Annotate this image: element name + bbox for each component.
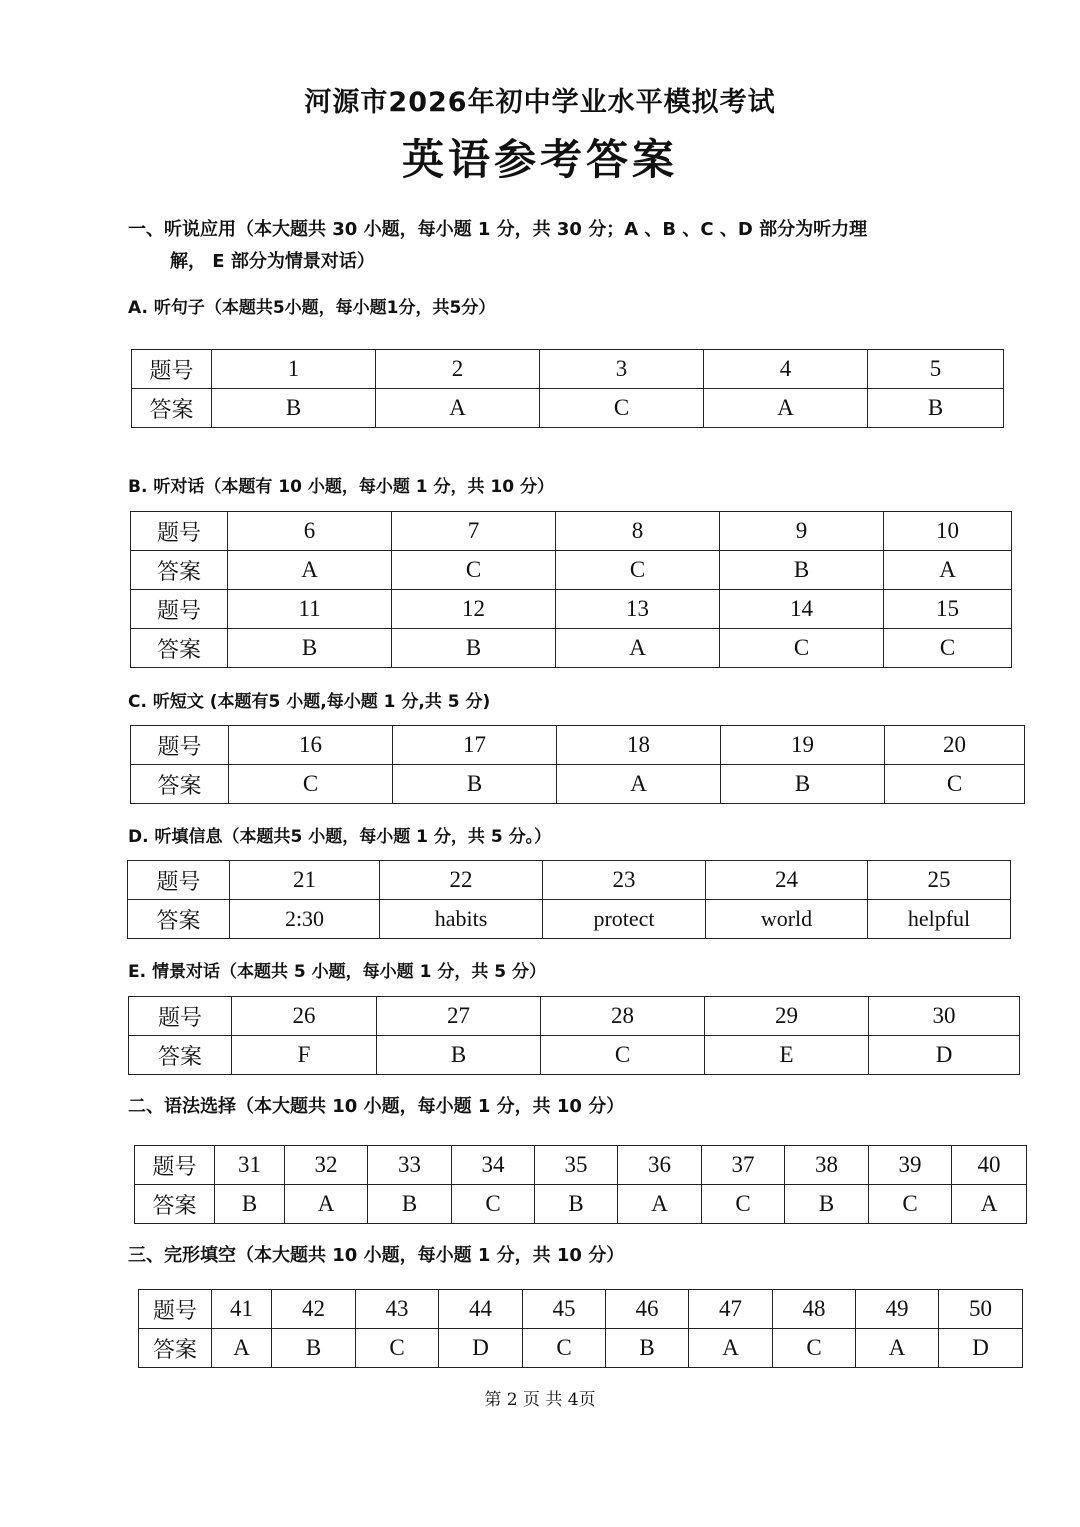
- document-title: 河源市2026年初中学业水平模拟考试: [304, 87, 776, 118]
- question-number-cell: 4: [704, 350, 868, 389]
- answer-table: [130, 725, 1025, 804]
- question-number-cell: 29: [705, 997, 869, 1036]
- question-number-cell: 27: [377, 997, 541, 1036]
- section-e-heading: E. 情景对话（本题共 5 小题，每小题 1 分，共 5 分）: [128, 962, 546, 982]
- answer-row: [129, 1036, 1020, 1075]
- number-row-label: 题号: [131, 590, 228, 629]
- question-number-cell: 25: [868, 861, 1011, 900]
- answer-row: [135, 1185, 1027, 1224]
- answer-cell: B: [535, 1185, 618, 1224]
- answer-cell: A: [618, 1185, 702, 1224]
- answer-cell: C: [556, 551, 720, 590]
- answer-cell: C: [540, 389, 704, 428]
- answer-cell: helpful: [868, 900, 1011, 939]
- answer-cell: C: [229, 765, 393, 804]
- question-number-cell: 19: [721, 726, 885, 765]
- question-number-cell: 11: [228, 590, 392, 629]
- answer-cell: B: [272, 1329, 356, 1368]
- answer-cell: A: [228, 551, 392, 590]
- answer-cell: B: [215, 1185, 285, 1224]
- number-row: [131, 590, 1012, 629]
- answer-cell: C: [720, 629, 884, 668]
- answer-cell: A: [557, 765, 721, 804]
- answer-cell: C: [541, 1036, 705, 1075]
- section-d-heading: D. 听填信息（本题共5 小题，每小题 1 分，共 5 分。）: [128, 827, 552, 847]
- question-number-cell: 30: [869, 997, 1020, 1036]
- answer-cell: B: [785, 1185, 869, 1224]
- question-number-cell: 35: [535, 1146, 618, 1185]
- answer-row-label: 答案: [139, 1329, 212, 1368]
- number-row-label: 题号: [135, 1146, 215, 1185]
- number-row: [139, 1290, 1023, 1329]
- answer-cell: C: [869, 1185, 952, 1224]
- question-number-cell: 46: [606, 1290, 689, 1329]
- section-a-heading: A. 听句子（本题共5小题，每小题1分，共5分）: [128, 298, 496, 318]
- question-number-cell: 26: [232, 997, 377, 1036]
- answer-cell: A: [952, 1185, 1027, 1224]
- answer-row-label: 答案: [131, 765, 229, 804]
- question-number-cell: 24: [706, 861, 868, 900]
- question-number-cell: 33: [368, 1146, 452, 1185]
- answer-cell: F: [232, 1036, 377, 1075]
- answer-cell: B: [212, 389, 376, 428]
- question-number-cell: 45: [523, 1290, 606, 1329]
- question-number-cell: 17: [393, 726, 557, 765]
- answer-cell: B: [228, 629, 392, 668]
- answer-cell: B: [868, 389, 1004, 428]
- answer-row-label: 答案: [131, 629, 228, 668]
- answer-cell: A: [689, 1329, 773, 1368]
- question-number-cell: 28: [541, 997, 705, 1036]
- answer-row-label: 答案: [131, 551, 228, 590]
- document-subtitle: 英语参考答案: [401, 135, 678, 184]
- answer-table: [134, 1145, 1027, 1224]
- answer-cell: B: [377, 1036, 541, 1075]
- question-number-cell: 38: [785, 1146, 869, 1185]
- question-number-cell: 7: [392, 512, 556, 551]
- answer-cell: B: [606, 1329, 689, 1368]
- answer-cell: A: [884, 551, 1012, 590]
- number-row: [128, 861, 1011, 900]
- answer-row: [131, 765, 1025, 804]
- answer-cell: A: [556, 629, 720, 668]
- question-number-cell: 20: [885, 726, 1025, 765]
- answer-cell: B: [392, 629, 556, 668]
- answer-row: [139, 1329, 1023, 1368]
- answer-row-label: 答案: [129, 1036, 232, 1075]
- question-number-cell: 13: [556, 590, 720, 629]
- part1-heading-cont: 解， E 部分为情景对话）: [170, 251, 375, 272]
- question-number-cell: 9: [720, 512, 884, 551]
- answer-row: [131, 551, 1012, 590]
- question-number-cell: 49: [856, 1290, 939, 1329]
- answer-table: [130, 511, 1012, 668]
- question-number-cell: 48: [773, 1290, 856, 1329]
- answer-row-label: 答案: [128, 900, 230, 939]
- question-number-cell: 36: [618, 1146, 702, 1185]
- question-number-cell: 22: [380, 861, 543, 900]
- cloze-heading: 三、完形填空（本大题共 10 小题，每小题 1 分，共 10 分）: [128, 1245, 625, 1266]
- answer-cell: C: [392, 551, 556, 590]
- answer-cell: B: [368, 1185, 452, 1224]
- question-number-cell: 14: [720, 590, 884, 629]
- number-row-label: 题号: [129, 997, 232, 1036]
- question-number-cell: 18: [557, 726, 721, 765]
- page-number: 第 2 页 共 4页: [484, 1390, 596, 1410]
- question-number-cell: 6: [228, 512, 392, 551]
- answer-cell: C: [884, 629, 1012, 668]
- number-row-label: 题号: [139, 1290, 212, 1329]
- question-number-cell: 8: [556, 512, 720, 551]
- answer-row: [128, 900, 1011, 939]
- question-number-cell: 1: [212, 350, 376, 389]
- answer-table: [138, 1289, 1023, 1368]
- question-number-cell: 44: [439, 1290, 523, 1329]
- number-row-label: 题号: [132, 350, 212, 389]
- question-number-cell: 5: [868, 350, 1004, 389]
- answer-table: [128, 996, 1020, 1075]
- answer-cell: D: [869, 1036, 1020, 1075]
- answer-row-label: 答案: [135, 1185, 215, 1224]
- answer-cell: A: [212, 1329, 272, 1368]
- question-number-cell: 43: [356, 1290, 439, 1329]
- answer-cell: D: [439, 1329, 523, 1368]
- answer-row: [132, 389, 1004, 428]
- question-number-cell: 10: [884, 512, 1012, 551]
- answer-row-label: 答案: [132, 389, 212, 428]
- question-number-cell: 3: [540, 350, 704, 389]
- question-number-cell: 2: [376, 350, 540, 389]
- answer-cell: protect: [543, 900, 706, 939]
- question-number-cell: 47: [689, 1290, 773, 1329]
- answer-cell: B: [393, 765, 557, 804]
- question-number-cell: 42: [272, 1290, 356, 1329]
- number-row: [135, 1146, 1027, 1185]
- question-number-cell: 34: [452, 1146, 535, 1185]
- question-number-cell: 32: [285, 1146, 368, 1185]
- number-row-label: 题号: [131, 512, 228, 551]
- answer-cell: world: [706, 900, 868, 939]
- answer-row: [131, 629, 1012, 668]
- question-number-cell: 16: [229, 726, 393, 765]
- question-number-cell: 37: [702, 1146, 785, 1185]
- section-b-heading: B. 听对话（本题有 10 小题，每小题 1 分，共 10 分）: [128, 477, 554, 497]
- section-c-heading: C. 听短文 (本题有5 小题,每小题 1 分,共 5 分): [128, 692, 491, 712]
- answer-cell: A: [285, 1185, 368, 1224]
- question-number-cell: 40: [952, 1146, 1027, 1185]
- grammar-heading: 二、语法选择（本大题共 10 小题，每小题 1 分，共 10 分）: [128, 1096, 625, 1117]
- answer-cell: C: [885, 765, 1025, 804]
- answer-cell: habits: [380, 900, 543, 939]
- answer-cell: B: [720, 551, 884, 590]
- number-row-label: 题号: [131, 726, 229, 765]
- answer-cell: E: [705, 1036, 869, 1075]
- question-number-cell: 12: [392, 590, 556, 629]
- answer-cell: A: [856, 1329, 939, 1368]
- answer-table: [127, 860, 1011, 939]
- answer-cell: D: [939, 1329, 1023, 1368]
- number-row: [132, 350, 1004, 389]
- question-number-cell: 50: [939, 1290, 1023, 1329]
- number-row: [131, 726, 1025, 765]
- question-number-cell: 41: [212, 1290, 272, 1329]
- question-number-cell: 31: [215, 1146, 285, 1185]
- question-number-cell: 15: [884, 590, 1012, 629]
- number-row-label: 题号: [128, 861, 230, 900]
- answer-cell: C: [773, 1329, 856, 1368]
- question-number-cell: 23: [543, 861, 706, 900]
- number-row: [131, 512, 1012, 551]
- answer-cell: B: [721, 765, 885, 804]
- answer-cell: 2:30: [230, 900, 380, 939]
- number-row: [129, 997, 1020, 1036]
- question-number-cell: 39: [869, 1146, 952, 1185]
- answer-cell: C: [452, 1185, 535, 1224]
- answer-cell: C: [356, 1329, 439, 1368]
- answer-cell: A: [376, 389, 540, 428]
- question-number-cell: 21: [230, 861, 380, 900]
- answer-table: [131, 349, 1004, 428]
- part1-heading: 一、听说应用（本大题共 30 小题，每小题 1 分，共 30 分；A 、B 、C 、D 部分为听力理: [128, 219, 868, 240]
- answer-cell: C: [523, 1329, 606, 1368]
- answer-cell: C: [702, 1185, 785, 1224]
- answer-cell: A: [704, 389, 868, 428]
